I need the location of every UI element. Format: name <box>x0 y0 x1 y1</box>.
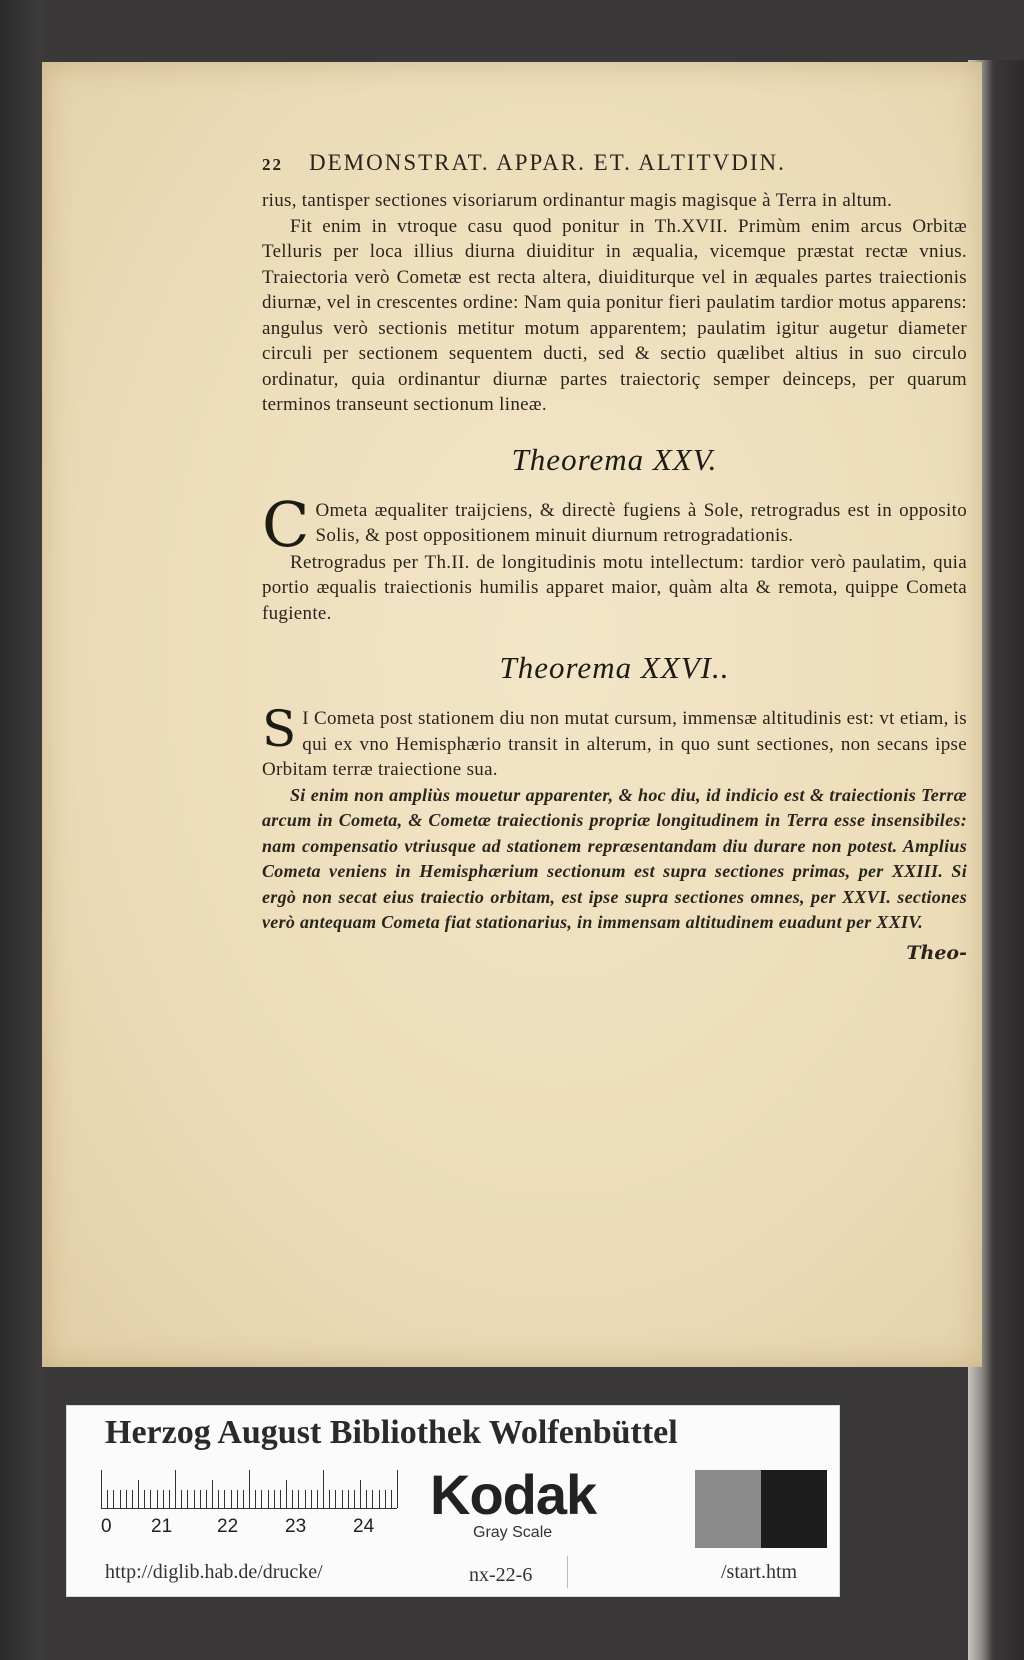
ruler-tick <box>150 1490 151 1508</box>
ruler-tick <box>379 1490 380 1508</box>
theorem-26-proof: Si enim non ampliùs mouetur apparenter, & hoc diu, id indicio est & traiectionis Terræ arcum in Cometa, & Cometæ traiectionis propriæ longitudinem in Terra esse insensibiles: nam compensatio vtriusque ad stationem repræsentandam diu durare non potest. Amplius Cometa veniens in Hemisphærium sectionum est supra sectiones primas, per XXIII. Si ergò non secat eius traiectio orbitam, est ipse supra sectiones omnes, per XXVI. sectiones verò antequam Cometa fiat stationarius, in immensam altitudinem euadunt per XXIV. <box>262 784 967 932</box>
ruler-tick <box>305 1490 306 1508</box>
ruler-tick <box>323 1470 324 1508</box>
ruler-tick <box>169 1490 170 1508</box>
ruler-tick <box>391 1490 392 1508</box>
ruler-tick <box>372 1490 373 1508</box>
ruler-tick <box>206 1490 207 1508</box>
ruler-label: 23 <box>285 1516 307 1537</box>
theorem-26-dropcap: S <box>262 700 297 758</box>
ruler-tick <box>348 1490 349 1508</box>
theorem-26-statement-block <box>262 700 967 783</box>
ruler-tick <box>360 1480 361 1508</box>
theorem-25-heading: Theorema XXV. <box>511 441 718 477</box>
ruler-tick <box>120 1490 121 1508</box>
ruler-tick <box>163 1490 164 1508</box>
ruler-tick <box>366 1490 367 1508</box>
intro-paragraph-2: Fit enim in vtroque casu quod ponitur in Th.XVII. Primùm enim arcus Orbitæ Telluris per loca illius diurna diuiditur in æqualia, vicemque præstat rectæ vnius. Traiectoria verò Cometæ est recta altera, diuiditurque vel in æquales partes traiectionis diurnæ, vel in crescentes ordine: Nam quia ponitur fieri paulatim tardior motus apparens: angulus verò sectionis metitur motum apparentem; paulatim igitur augetur diameter circuli per sectionem sequentem ducti, sed & sectio quælibet altius in suo circulo ordinatur, quia ordinantur diurnæ partes traiectoriç semper deinceps, per quarum terminos transeunt sectionum lineæ. <box>262 215 967 415</box>
ruler-tick <box>138 1480 139 1508</box>
ruler-tick <box>194 1490 195 1508</box>
ruler-tick <box>126 1490 127 1508</box>
ruler-tick <box>113 1490 114 1508</box>
ruler-tick <box>144 1490 145 1508</box>
ruler-tick <box>298 1490 299 1508</box>
ruler-label: 22 <box>217 1516 239 1537</box>
ruler-tick <box>292 1490 293 1508</box>
ruler-label: 21 <box>151 1516 173 1537</box>
book-page <box>42 62 982 1367</box>
ruler-tick <box>317 1490 318 1508</box>
ruler-tick <box>187 1490 188 1508</box>
ruler-tick <box>335 1490 336 1508</box>
color-target-card <box>66 1405 840 1597</box>
ruler-label: 0 <box>101 1516 112 1537</box>
running-head <box>262 150 967 176</box>
catchword: Theo- <box>906 941 967 964</box>
ruler-tick <box>286 1480 287 1508</box>
ruler-tick <box>329 1490 330 1508</box>
intro-paragraph-1: rius, tantisper sectiones visoriarum ordinantur magis magisque à Terra in altum. <box>262 190 893 211</box>
ruler-tick <box>354 1490 355 1508</box>
page-number: 22 <box>262 155 283 174</box>
shelf-code: nx-22-6 <box>469 1564 533 1586</box>
theorem-26-heading: Theorema XXVI.. <box>499 650 730 685</box>
ruler-tick <box>385 1490 386 1508</box>
ruler-tick <box>212 1480 213 1508</box>
ruler-tick <box>132 1490 133 1508</box>
running-head-title: DEMONSTRAT. APPAR. ET. ALTITVDIN. <box>309 150 786 175</box>
ruler-tick <box>397 1470 398 1508</box>
theorem-25-statement-block <box>262 487 967 561</box>
ruler-tick <box>200 1490 201 1508</box>
scale-ruler <box>101 1470 397 1509</box>
ruler-tick <box>107 1490 108 1508</box>
library-name: Herzog August Bibliothek Wolfenbüttel <box>105 1414 678 1451</box>
scan-background-left <box>0 0 42 1660</box>
gray-patch-dark <box>761 1470 827 1548</box>
ruler-tick <box>231 1490 232 1508</box>
theorem-26-statement: I Cometa post stationem diu non mutat cursum, immensæ altitudinis est: vt etiam, is qui ex vno Hemisphærio transit in alterum, in quo sunt sectiones, non secans ipse Orbitam terræ traiectione sua. <box>262 708 967 780</box>
url-left: http://diglib.hab.de/drucke/ <box>105 1561 323 1583</box>
ruler-tick <box>311 1490 312 1508</box>
ruler-tick <box>175 1470 176 1508</box>
ruler-tick <box>342 1490 343 1508</box>
ruler-tick <box>255 1490 256 1508</box>
separator <box>567 1556 568 1588</box>
ruler-tick <box>101 1470 102 1508</box>
ruler-labels <box>101 1516 397 1538</box>
theorem-25-dropcap: C <box>262 487 310 561</box>
ruler-label: 24 <box>353 1516 375 1537</box>
ruler-tick <box>224 1490 225 1508</box>
page-text-block <box>262 150 967 964</box>
ruler-tick <box>243 1490 244 1508</box>
ruler-tick <box>157 1490 158 1508</box>
theorem-25-statement: Ometa æqualiter traijciens, & directè fugiens à Sole, retrogradus est in opposito Solis, & post oppositionem minuit diurnum retrogradationis. <box>315 499 967 546</box>
ruler-tick <box>274 1490 275 1508</box>
kodak-logo: Kodak <box>430 1463 597 1526</box>
ruler-tick <box>261 1490 262 1508</box>
ruler-tick <box>181 1490 182 1508</box>
gray-patch-light <box>695 1470 761 1548</box>
ruler-tick <box>280 1490 281 1508</box>
ruler-tick <box>268 1490 269 1508</box>
ruler-tick <box>237 1490 238 1508</box>
theorem-25-proof: Retrogradus per Th.II. de longitudinis motu intellectum: tardior verò paulatim, quia portio æqualis traiectionis humilis apparet maior, quàm alta & remota, quippe Cometa fugiente. <box>262 551 967 624</box>
ruler-tick <box>249 1470 250 1508</box>
gray-scale-label: Gray Scale <box>473 1524 553 1541</box>
ruler-tick <box>218 1490 219 1508</box>
url-right: /start.htm <box>721 1561 798 1583</box>
